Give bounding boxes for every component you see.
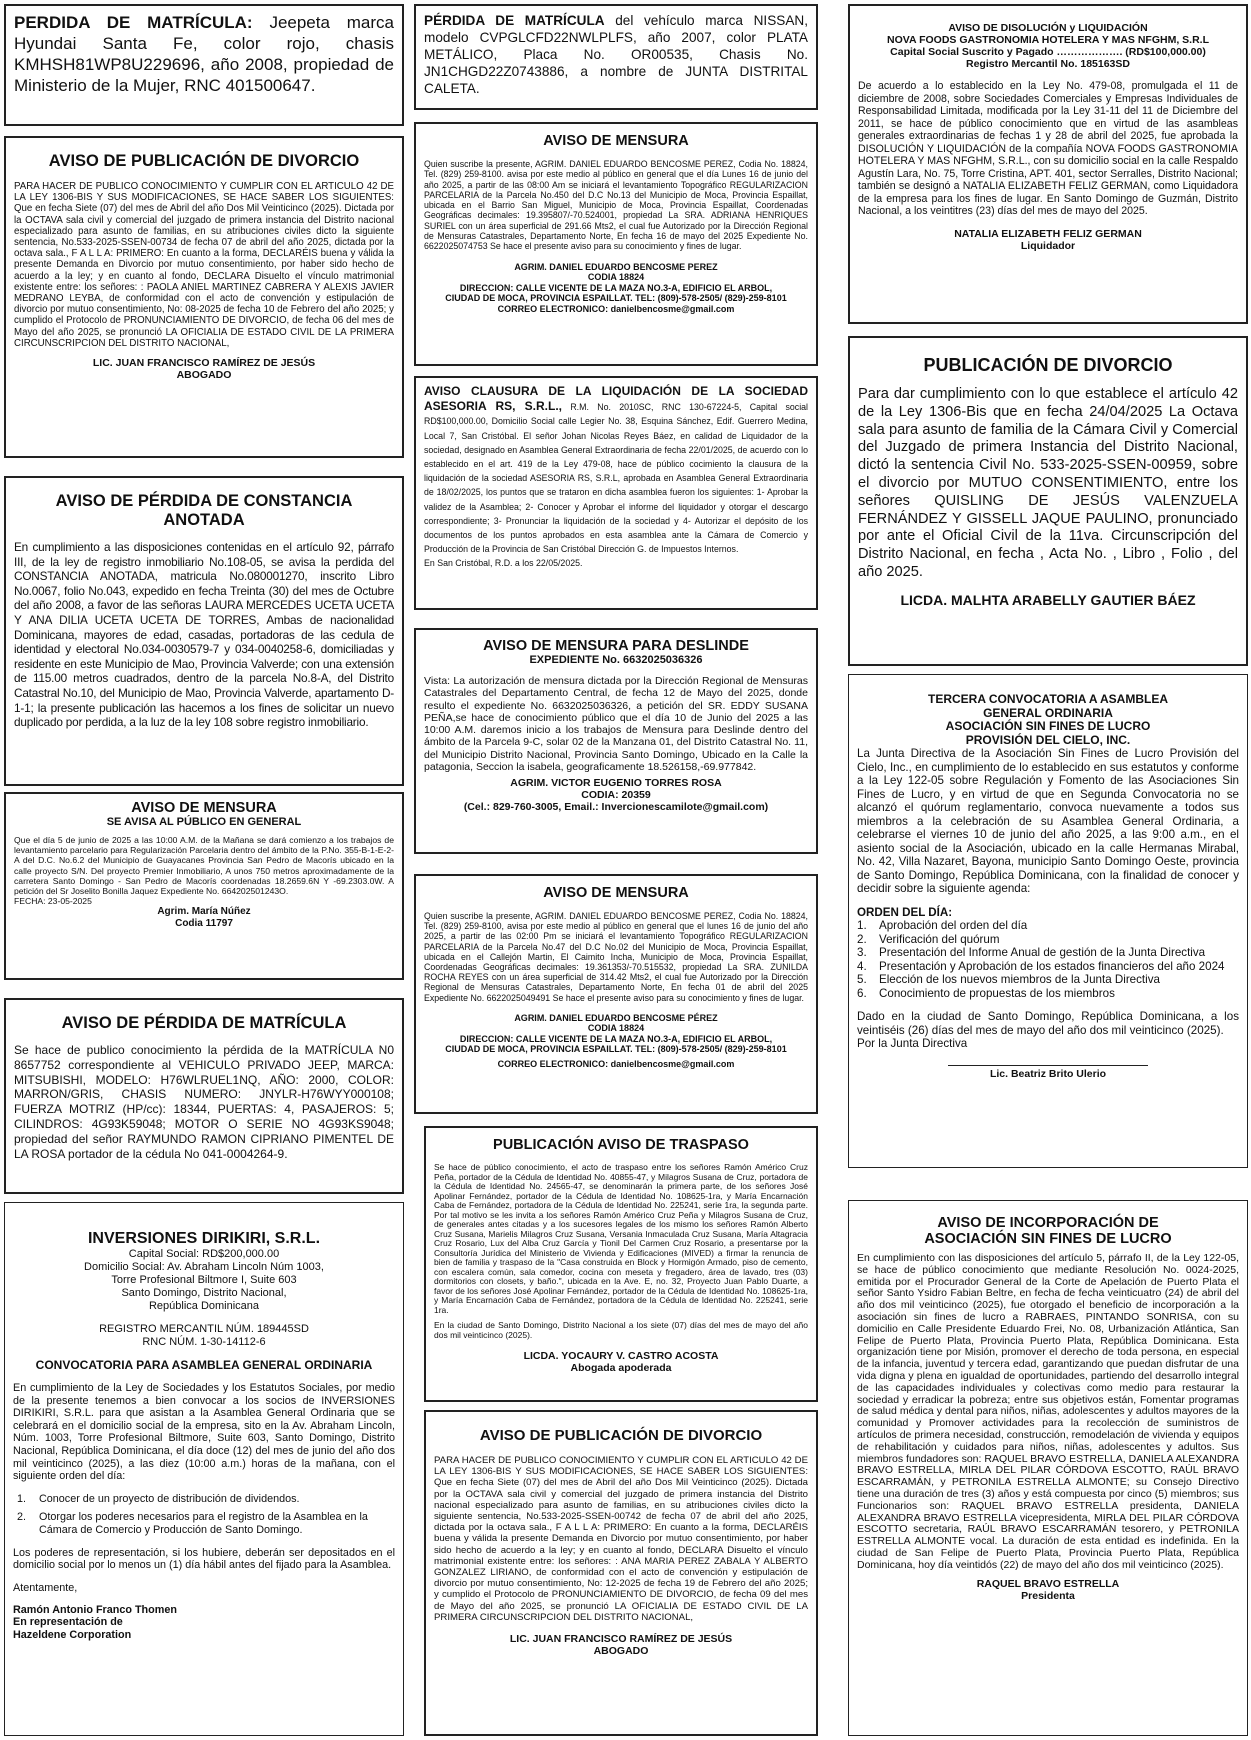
notice-title: AVISO DE MENSURA	[543, 885, 689, 901]
orden-title: ORDEN DEL DÍA:	[857, 905, 953, 919]
notice-email: CORREO ELECTRONICO: danielbencosme@gmail.com	[497, 303, 735, 314]
notice-note: Los poderes de representación, si los hubiere, deberán ser depositados en el domicilio social por lo menos un (1) día hábil antes del fijado para la Asamblea.	[13, 1546, 395, 1572]
notice-signer: AGRIM. DANIEL EDUARDO BENCOSME PÉREZ	[514, 1012, 718, 1023]
notice-address: DIRECCION: CALLE VICENTE DE LA MAZA NO.3-A, EDIFICIO EL ARBOL, CIUDAD DE MOCA, PROVINCIA ESPAILLAT. TEL: (809)-578-2505/ (829)-259-8101	[445, 1033, 787, 1055]
agenda-text: Verificación del quórum	[879, 932, 1000, 946]
company-line: República Dominicana	[148, 1300, 260, 1312]
notice-body: Vista: La autorización de mensura dictada por la Dirección Regional de Mensuras Catastrales del Departamento Central, de fecha 12 de Mayo del 2025, donde resulto el expediente No. 6632025036326, a petición del SR. EDDY SUSANA PEÑA,se hace de conocimiento público que el día 10 de Junio del 2025 a las 10:00 A.M. daremos inicio a los trabajos de Mensura para Deslinde dentro del ámbito de la Parcela 9-C, solar 02 de la Manzana 01, del Distrito Catastral No. 11, del Municipio Distrito Nacional, Provincia Santo Domingo, Ubicado en la Calle la patagonia, Seccion la isabela, geograficamente 18.526158,-69.977842.	[424, 675, 808, 774]
notice-title: AVISO DE PUBLICACIÓN DE DIVORCIO	[48, 152, 360, 170]
agenda-item	[13, 1511, 395, 1536]
notice-title: AVISO DE MENSURA PARA DESLINDE	[483, 638, 749, 654]
notice-title: PROVISIÓN DEL CIELO, INC.	[965, 732, 1131, 747]
notice-asesoria	[414, 376, 818, 610]
notice-body: Que el día 5 de junio de 2025 a las 10:00 A.M. de la Mañana se dará comienzo a los trabajos de levantamiento parcelario para Regularización Parcelaria dentro del ámbito de la P.No. 355-B-1-E-2-A del D.C. No.6.2 del Municipio de Guayacanes Provincia San Pedro de Macorís ubicado en la calle proyecto S/N. Del proyecto Premier Inmobiliario, A unos 750 metros aproximadamente de la carretera Santo Domingo - San Pedro de Macorís coordenadas 18.2659.6N Y -69.2303.0W. A petición del Sr Joselito Bonilla Jaquez Expediente No. 664202501243O.	[14, 835, 394, 897]
notice-body: Quien suscribe la presente, AGRIM. DANIEL EDUARDO BENCOSME PEREZ, Codia No. 18824, Tel. (829) 259-8100, avisa por este medio al público en general que el lunes 16 de junio del año 2025, a partir de las 02:00 Pm se iniciará el levantamiento Topográfico REGULARIZACION PARCELARIA de la Parcela No.47 del D.C No.02 del Municipio de Moca, Provincia Espaillat, ubicada en el Callejón Martin, El Caimito Incha, Municipio de Moca, Provincia Espaillat, Coordenadas Geográficas decimales: 19.361353/-70.515532, propiedad La SRA. ZUNILDA ROCHA REYES con un área superficial de 314.42 Mts2, el cual fue Autorizado por la Dirección Regional de Mensuras Catastrales, Departamento Norte, En fecha 01 de abril del 2025 Expediente No. 6622025049491 Se hace el presente aviso para su conocimiento y fines de lugar.	[424, 911, 808, 1003]
notice-text: Jeepeta marca Hyundai Santa Fe, color rojo, chasis KMHSH81WP8U229696, año 2008, propiedad de Ministerio de la Mujer, RNC 401500647.	[14, 13, 394, 95]
agenda-text: Conocimiento de propuestas de los miembros	[879, 986, 1115, 1000]
notice-title: ASOCIACIÓN SIN FINES DE LUCRO	[924, 1231, 1172, 1247]
notice-title: AVISO DE DISOLUCIÓN y LIQUIDACIÓN	[948, 22, 1148, 34]
notice-perdida-mitsubishi	[4, 998, 404, 1194]
notice-subtitle: EXPEDIENTE No. 6632025036326	[529, 654, 703, 666]
agenda-number: 2.	[17, 1511, 27, 1524]
notice-signer: LIC. JUAN FRANCISCO RAMÍREZ DE JESÚS	[92, 357, 316, 370]
notice-provision	[848, 674, 1248, 1168]
notice-title: GENERAL ORDINARIA	[983, 705, 1113, 720]
notice-nova-foods	[848, 4, 1248, 324]
notice-deslinde	[414, 628, 818, 854]
agenda-number: 4.	[857, 959, 867, 973]
notice-body: PARA HACER DE PUBLICO CONOCIMIENTO Y CUMPLIR CON EL ARTICULO 42 DE LA LEY 1306-BIS Y SUS MODIFICACIONES, SE HACE SABER LOS SIGUIENTES: Que en fecha Siete (07) del mes de Abril del año Dos Mil Veinticinco (2025). Dictada por la OCTAVA sala civil y comercial del juzgado de primera instancia del Distrito nacional especializado para asunto de familias, en su atribuciones civiles dicto la siguiente sentencia, No.533-2025-SSEN-00734 de fecha 07 de abril del año 2025, dictada por la octava sala., F A L L A: PRIMERO: En cuanto a la forma, DECLARÉIS buena y válida la presente Demanda en Divorcio por mutuo consentimiento, por haber sido hecho de acuerdo a la ley; y en cuanto al fondo, DECLARA Disuelto el vínculo matrimonial existente entre: los señores: : PAOLA ANIEL MARTINEZ CABRERA Y ALEXIS JAVIER MEDRANO LEYBA, de conformidad con el acto de convención y estipulación de divorcio por mutuo consentimiento, No: 08-2025 de fecha 10 de Febrero del año 2025; y cumplido el Protocolo de PRONUNCIAMIENTO DE DIVORCIO, de fecha 06 del mes de Mayo del año 2025, se pronunció LA OFICIALIA DE ESTADO CIVIL DE LA PRIMERA CIRCUNSCRIPCION DEL DISTRITO NACIONAL,	[14, 181, 394, 349]
notice-contact: (Cel.: 829-760-3005, Email.: Invercionescamilote@gmail.com)	[463, 801, 769, 814]
company-name: NOVA FOODS GASTRONOMIA HOTELERA Y MAS NFGHM, S.R.L	[886, 34, 1209, 46]
notice-title: PUBLICACIÓN DE DIVORCIO	[923, 355, 1173, 375]
agenda-text: Otorgar los poderes necesarios para el registro de la Asamblea en la Cámara de Comercio y Producción de Santo Domingo.	[39, 1511, 368, 1536]
agenda-item	[857, 946, 1239, 960]
company-registro: Registro Mercantil No. 185163SD	[966, 58, 1130, 70]
notice-rabraes	[848, 1200, 1248, 1736]
notice-signer: Lic. Beatriz Brito Ulerio	[989, 1067, 1107, 1080]
agenda-text: Elección de los nuevos miembros de la Junta Directiva	[879, 973, 1160, 986]
notice-signer: AGRIM. DANIEL EDUARDO BENCOSME PEREZ	[514, 261, 718, 272]
notice-signer: Ramón Antonio Franco Thomen	[13, 1603, 177, 1616]
notice-title: AVISO DE MENSURA	[543, 133, 689, 149]
company-line: Domicilio Social: Av. Abraham Lincoln Núm 1003,	[84, 1261, 324, 1273]
notice-divorcio-3	[424, 1410, 818, 1736]
agenda-number: 6.	[857, 986, 867, 1000]
agenda-text: Conocer de un proyecto de distribución de dividendos.	[39, 1492, 300, 1505]
agenda-number: 3.	[857, 946, 867, 959]
company-line: Capital Social: RD$200,000.00	[128, 1248, 280, 1260]
notice-body	[14, 12, 394, 96]
notice-title: AVISO DE PUBLICACIÓN DE DIVORCIO	[479, 1427, 763, 1444]
company-line: Santo Domingo, Distrito Nacional,	[121, 1287, 287, 1299]
notice-signer: LIC. JUAN FRANCISCO RAMÍREZ DE JESÚS	[509, 1633, 733, 1646]
agenda-number: 2.	[857, 932, 867, 946]
notice-codia: CODIA 18824	[587, 1023, 645, 1034]
notice-title: AVISO DE INCORPORACIÓN DE	[937, 1215, 1159, 1231]
company-registro: REGISTRO MERCANTIL NÚM. 189445SD	[99, 1323, 309, 1335]
notice-closing: Atentamente,	[13, 1581, 78, 1594]
agenda-item	[857, 987, 1239, 1001]
notice-title: AVISO DE PÉRDIDA DE MATRÍCULA	[61, 1014, 347, 1032]
notice-mensura-moca-2	[414, 874, 818, 1114]
notice-closing: Dado en la ciudad de Santo Domingo, República Dominicana, a los veintiséis (26) días del mes de mayo del año dos mil veinticinco (2025).	[857, 1010, 1239, 1037]
company-name: INVERSIONES DIRIKIRI, S.R.L.	[87, 1230, 321, 1247]
notice-footer: En San Cristóbal, R.D. a los 22/05/2025.	[424, 558, 583, 569]
notice-body: PARA HACER DE PUBLICO CONOCIMIENTO Y CUMPLIR CON EL ARTICULO 42 DE LA LEY 1306-BIS Y SUS MODIFICACIONES, SE HACE SABER LOS SIGUIENTES: Que en fecha Siete (07) del mes de Abril del año Dos Mil Veinticinco (2025). Dictada por la OCTAVA sala civil y comercial del juzgado de primera instancia del Distrito nacional especializado para asunto de familias, en su atribuciones civiles dicto la siguiente sentencia, No.533-2025-SSEN-00742 de fecha 07 de abril del año 2025, dictada por la octava sala., F A L L A: PRIMERO: En cuanto a la forma, DECLARÉIS buena y válida la presente Demanda en Divorcio por mutuo consentimiento, por haber sido hecho de acuerdo a la ley; y en cuanto al fondo, DECLARA Disuelto el vínculo matrimonial existente entre: los señores: : ANA MARIA PEREZ ZABALA Y ALBERTO GONZALEZ LIRIANO, de conformidad con el acto de convención y estipulación de divorcio por mutuo consentimiento, No: 12-2025 de fecha 19 de Febrero del año 2025; y cumplido el Protocolo de PRONUNCIAMIENTO DE DIVORCIO, de fecha 09 del mes de Mayo del año 2025, se pronunció LA OFICIALIA DE ESTADO CIVIL DE LA PRIMERA CIRCUNSCRIPCION DEL DISTRITO NACIONAL,	[434, 1455, 808, 1623]
notice-address: DIRECCION: CALLE VICENTE DE LA MAZA NO.3-A, EDIFICIO EL ARBOL, CIUDAD DE MOCA, PROVINCIA ESPAILLAT. TEL: (809)-578-2505/ (829)-259-8101	[445, 282, 787, 304]
agenda-number: 1.	[17, 1492, 27, 1505]
notice-title: PUBLICACIÓN AVISO DE TRASPASO	[493, 1137, 749, 1153]
notice-signer: NATALIA ELIZABETH FELIZ GERMAN	[954, 227, 1142, 240]
notice-title: AVISO DE PÉRDIDA DE CONSTANCIA ANOTADA	[55, 492, 353, 529]
notice-signer-role: Codia 11797	[175, 918, 233, 930]
notice-signer-role: Abogada apoderada	[570, 1362, 672, 1375]
notice-title: TERCERA CONVOCATORIA A ASAMBLEA	[928, 692, 1168, 706]
notice-body: Para dar cumplimiento con lo que establece el artículo 42 de la Ley 1306-Bis que en fecha 24/04/2025 La Octava sala para asunto de familia de la Cámara Civil y Comercial del Juzgado de primera Instancia del Distrito Nacional, dictó la sentencia Civil No. 533-2025-SSEN-00959, sobre el divorcio por MUTUO CONSENTIMIENTO, entre los señores QUISLING DE JESÚS VALENZUELA FERNÁNDEZ Y GISSELL JAQUE PAULINO, pronunciado por ante el Oficial Civil de la 11va. Circunscripción del Distrito Nacional, en fecha , Acta No. , Libro , Folio , del año 2025.	[858, 386, 1238, 580]
agenda-item	[857, 933, 1239, 947]
notice-title: PÉRDIDA DE MATRÍCULA	[424, 13, 605, 28]
notice-dirikiri	[4, 1202, 404, 1736]
notice-codia: CODIA: 20359	[581, 789, 651, 802]
signature-line	[948, 1065, 1148, 1066]
notice-traspaso	[424, 1126, 818, 1402]
notice-body: La Junta Directiva de la Asociación Sin Fines de Lucro Provisión del Cielo, Inc., en cumplimiento de lo establecido en sus estatutos y conforme a la Ley 122-05 sobre Regulación y Fomento de las Asociaciones Sin Fines de Lucro, y en virtud de que en Segunda Convocatoria no se alcanzó el quórum reglamentario, convoca nuevamente a todos sus miembros a la celebración de su Asamblea General Ordinaria, a celebrarse el viernes 10 de junio del año 2025, a las 9:00 a.m., en el asiento social de la Asociación, ubicado en la calle Hermanas Mirabal, No. 42, Villa Nazaret, Bayona, municipio Santo Domingo Oeste, provincia de Santo Domingo, República Dominicana, con la finalidad de conocer y decidir sobre la siguiente agenda:	[857, 747, 1239, 895]
notice-body: Quien suscribe la presente, AGRIM. DANIEL EDUARDO BENCOSME PEREZ, Codia No. 18824, Tel. (829) 259-8100. avisa por este medio al público en general que el día Lunes 16 de junio del año 2025, a partir de las 08:00 Am se iniciará el levantamiento Topográfico REGULARIZACION PARCELARIA de la Parcela No.450 del D.C No.13 del Municipio de Moca, Provincia Espaillat, ubicada en el Barrio San Miguel, Municipio de Moca, Provincia Espaillat, Coordenadas Geográficas decimales: 19.395807/-70.524001, propiedad La SRA. ADRIANA HENRIQUES SURIEL con un área superficial de 291.66 Mts2, el cual fue Autorizado por la Dirección Regional de Mensuras Catastrales, Departamento Norte, En fecha 16 de mayo del 2025 Expediente No. 6622025074753 Se hace el presente aviso para su conocimiento y fines de lugar.	[424, 159, 808, 252]
notice-mensura-guayacanes	[4, 792, 404, 980]
notice-body	[424, 384, 808, 556]
notice-title: ASOCIACIÓN SIN FINES DE LUCRO	[945, 719, 1151, 733]
notice-signer: RAQUEL BRAVO ESTRELLA	[976, 1577, 1120, 1590]
notice-perdida-jeepeta	[4, 4, 404, 126]
agenda-item	[857, 960, 1239, 974]
notice-signer-line: Hazeldene Corporation	[13, 1628, 132, 1641]
notice-closing-2: Por la Junta Directiva	[857, 1037, 968, 1050]
notice-body: En cumplimiento a las disposiciones contenidas en el artículo 92, párrafo III, de la ley de registro inmobiliario No.108-05, se avisa la perdida del CONSTANCIA ANOTADA, matricula No.080001270, inscrito Libro No.0067, folio No.043, expedido en fecha Treinta (30) del mes de Octubre del año 2008, a favor de las señoras LAURA MERCEDES UCETA UCETA Y ANA DILIA UCETA UCETA DE TORRES, Ambas de nacionalidad Dominicana, mayores de edad, casadas, portadoras de las cedula de identidad y electoral No.034-0030579-7 y 034-0040258-6, domiciliadas y residente en este Municipio de Mao, Provincia Valverde; con una extensión de 115.00 metros cuadrados, dentro de la parcela No.8-A, del Distrito Catastral No.10, del Municipio de Mao, Provincia Valverde, apartamento D-1-1; la presente publicación las hacemos a los fines de solicitar un nuevo duplicado por perdida, a la luz de la ley 108 sobre registro inmobiliario.	[14, 540, 394, 730]
notice-footer: En la ciudad de Santo Domingo, Distrito Nacional a los siete (07) días del mes de mayo del año dos mil veinticinco (2025).	[434, 1320, 808, 1340]
notice-signer-line: En representación de	[13, 1616, 123, 1629]
company-rnc: RNC NÚM. 1-30-14112-6	[142, 1336, 266, 1348]
agenda-item	[857, 973, 1239, 987]
notice-body	[424, 12, 808, 97]
notice-body: De acuerdo a lo establecido en la Ley No. 479-08, promulgada el 11 de diciembre de 2008, sobre Sociedades Comerciales y Empresas Individuales de Responsabilidad Limitada, modificada por la Ley 31-11 del 11 de Diciembre del 2011, se hace de público conocimiento que en virtud de las asambleas generales extraordinarias de fechas 1 y 28 de abril del 2025, fue aprobada la DISOLUCIÓN Y LIQUIDACIÓN de la compañía NOVA FOODS GASTRONOMIA HOTELERA Y MAS NFGHM, S.R.L., con su domicilio social en la calle Respaldo Agustín Lara, No. 75, Torre Cristina, APT. 401, sector Serralles, Distrito Nacional; también se designó a NATALIA ELIZABETH FELIZ GERMAN, como Liquidadora de la empresa para los fines de lugar. En Santo Domingo de Guzmán, Distrito Nacional, a los veintitres (23) días del mes de mayo del 2025.	[858, 80, 1238, 217]
agenda-text: Aprobación del orden del día	[879, 919, 1028, 932]
notice-divorcio-2	[848, 336, 1248, 666]
notice-title: PERDIDA DE MATRÍCULA:	[14, 13, 253, 32]
notice-divorcio-1	[4, 136, 404, 458]
notice-signer: LICDA. MALHTA ARABELLY GAUTIER BÁEZ	[900, 591, 1196, 608]
notice-constancia	[4, 476, 404, 786]
notice-text: del vehículo marca NISSAN, modelo CVPGLCFD22NWLPLFS, año 2007, color PLATA METÁLICO, Placa No. OR00535, Chasis No. JN1CHGD22Z0743886, a nombre de JUNTA DISTRITAL CALETA.	[424, 13, 808, 96]
agenda-item	[857, 919, 1239, 933]
notice-signer: Agrim. María Núñez	[157, 906, 251, 918]
notice-subtitle: SE AVISA AL PÚBLICO EN GENERAL	[106, 816, 302, 828]
notice-text: R.M. No. 2010SC, RNC 130-67224-5, Capital social RD$100,000.00, Domicilio Social calle Legier No. 38, Esquina Sánchez, Edif. Guerrero Medina, Local 7, San Cristóbal. El señor Johan Nicolas Reyes Báez, en calidad de Liquidador de la sociedad, designado en Asamblea General Extraordinaria de fecha 22/01/2025, de acuerdo con lo establecido en el art. 419 de la Ley 479-08, hace de público cocimiento la clausura de la liquidación de la sociedad ASESORIA RS, S.R.L, aprobada en Asamblea General Extraordinaria de 18/02/2025, los puntos que se trataron en dicha asamblea fueron los siguientes: 1- Aprobar la validez de la Asamblea; 2- Conocer y Aprobar el informe del liquidador y otorgar el descargo correspondiente; 3- Pronunciar la liquidación de la sociedad y 4- Autorizar el depósito de los documentos de los puntos aprobados en esta asamblea ante la Cámara de Comercio y Producción de la Provincia de San Cristóbal Dirección G. de Impuestos Internos.	[424, 402, 808, 555]
notice-title: AVISO DE MENSURA	[131, 800, 277, 816]
notice-signer-role: Presidenta	[1021, 1589, 1075, 1602]
notice-signer-role: Liquidador	[1020, 239, 1076, 252]
notice-body: En cumplimiento de la Ley de Sociedades y los Estatutos Sociales, por medio de la presente tenemos a bien convocar a los socios de INVERSIONES DIRIKIRI, S.R.L. para que asistan a la Asamblea General Ordinaria que se celebrará en el domicilio social de la empresa, sito en la Av. Abraham Lincoln, Núm. 1003, Torre Profesional Biltmore, Suite 603, Santo Domingo, Distrito Nacional, República Dominicana, el día doce (12) del mes de junio del año dos mil veinticinco (2025), a las diez (10:00 a.m.) horas de la mañana, con el siguiente orden del día:	[13, 1382, 395, 1483]
notice-body: En cumplimiento con las disposiciones del artículo 5, párrafo II, de la Ley 122-05, se hace de público conocimiento que mediante Resolución No. 0024-2025, emitida por el Procurador General de la Corte de Apelación de Puerto Plata el señor Santo Ysidro Fabian Beltre, en fecha de fecha veinticuatro (24) de abril del año dos mil veinticinco (2025), fue otorgado el beneficio de incorporación a la asociación sin fines de lucro a RABRAES, PINTANDO SONRISA, con su domicilio en Calle Presidente Eduardo Frei, No. 08, Urbanización Atlántica, San Felipe de Puerto Plata, Provincia Puerto Plata, República Dominicana. Esta organización tiene por Misión, promover el derecho de toda persona, en especial de la infancia, juventud y tercera edad, garantizando que puedan disfrutar de una vida digna y plena en igualdad de oportunidades, partiendo del desarrollo integral de las capacidades individuales y colectivas como medio para restaurar la sociedad y erradicar la pobreza; entre sus objetivos están, Fomentar programas de salud médica y dental para niños, niñas, adolescentes y adultos mayores de la comunidad y Promover actividades para la recolección de suministros de artículos de primera necesidad, construcción, remodelación de vivienda y equipos de rehabilitación y cuidados para niños, niñas, adolescentes y adultos. Sus miembros fundadores son: RAQUEL BRAVO ESTRELLA, DANIELA ALEXANDRA BRAVO ESTRELLA, MIRLA DEL PILAR CÓRDOVA ESCOTTO, RAÚL BRAVO ESCARRAMÁN, y PETRONILA ESTRELLA ALMONTE; su Consejo Directivo tiene una duración de tres (3) años y está compuesta por cinco (5) miembros; sus Funcionarios son: RAQUEL BRAVO ESTRELLA presidenta, DANIELA ALEXANDRA BRAVO ESTRELLA vicepresidenta, MIRLA DEL PILAR CÓRDOVA ESCOTTO secretaria, RAÚL BRAVO ESCARRAMÁN tesorero, y PETRONILA ESTRELLA ALMONTE vocal. La duración de esta entidad es indefinida. En la ciudad de San Felipe de Puerto Plata, Provincia Puerto Plata, República Dominicana, hoy día veintidós (22) de mayo del año dos mil veinticinco (2025).	[857, 1252, 1239, 1571]
notice-email: CORREO ELECTRONICO: danielbencosme@gmail.com	[497, 1058, 735, 1069]
notice-signer: LICDA. YOCAURY V. CASTRO ACOSTA	[523, 1350, 719, 1363]
notice-date: FECHA: 23-05-2025	[14, 896, 92, 907]
agenda-number: 5.	[857, 973, 867, 986]
agenda-number: 1.	[857, 919, 867, 932]
agenda-text: Presentación y Aprobación de los estados financieros del año 2024	[879, 959, 1225, 973]
notice-mensura-moca-1	[414, 122, 818, 366]
notice-signer-role: ABOGADO	[176, 369, 232, 382]
agenda-item	[13, 1493, 395, 1506]
notice-signer-role: ABOGADO	[593, 1645, 649, 1658]
company-capital: Capital Social Suscrito y Pagado ………………. (RD$100,000.00)	[890, 46, 1206, 58]
notice-body: Se hace de publico conocimiento la pérdida de la MATRÍCULA N0 8657752 correspondiente al VEHICULO PRIVADO JEEP, MARCA: MITSUBISHI, MODELO: H76WLRUEL1NQ, AÑO: 2000, COLOR: MARRON/GRIS, CHASIS NUMERO: JNYLR-H76WYY000108; FUERZA MOTRIZ (HP/cc): 18344, PUERTAS: 4, PASAJEROS: 5; CILINDROS: 4G93K59048; MOTOR O SERIE NO 4G93KS9048; propiedad del señor RAYMUNDO RAMON CIPRIANO PIMENTEL DE LA ROSA portador de la cédula No 041-0004264-9.	[14, 1043, 394, 1161]
company-line: Torre Profesional Biltmore I, Suite 603	[111, 1274, 297, 1286]
notice-title: CONVOCATORIA PARA ASAMBLEA GENERAL ORDINARIA	[35, 1358, 373, 1372]
notice-signer: AGRIM. VICTOR EUGENIO TORRES ROSA	[510, 777, 722, 790]
notice-title: AVISO CLAUSURA DE LA LIQUIDACIÓN DE LA SOCIEDAD ASESORIA RS, S.R.L.,	[424, 384, 808, 414]
agenda-text: Presentación del Informe Anual de gestión de la Junta Directiva	[879, 946, 1206, 959]
notice-codia: CODIA 18824	[587, 272, 645, 283]
notice-perdida-nissan	[414, 4, 818, 110]
notice-body: Se hace de público conocimiento, el acto de traspaso entre los señores Ramón Américo Cruz Peña, portador de la Cédula de Identidad No. 40855-47, y Milagros Susana de Cruz, portadora de la Cédula de Identidad No. 24565-47, se denominarán la primera parte, de los señores José Apolinar Fernández, portador de la Cédula de Identidad No. 108625-1ra, y María Encarnación Caba de Fernández, portadora de la Cédula de Identidad No. 225241, serie 1ra, la segunda parte. Por tal motivo se les invita a los señores Ramón Américo Cruz Peña y Milagros Susana de Cruz, de generales antes citadas y a los sucesores legales de los mismo los señores Ramón Alberto Cruz Susana, Marielis Milagros Cruz Susana, Versania Inmaculada Cruz Susana, María Altagracia Cruz Rosario, Lux del Alba Cruz García y Tionil Del Carmen Cruz Rosario, a presentarse por la Consultoría Jurídica del Ministerio de Vivienda y Edificaciones (MIVED) a firmar la renuncia de bien de familia y traspaso de la "Casa construida en Block y Hormigón Armado, piso de cemento, con escalera común, sala comedor, cocina con meseta y fregadero, área de lavado, tres (03) dormitorios con closets, y baño.", ubicada en la Ave. E, no. 32, Proyecto Juan Pablo Duarte, a favor de los señores José Apolinar Fernández, portador de la Cédula de Identidad No. 108625-1ra, y María Encarnación Caba de Fernández, portadora de la Cédula de Identidad No. 225241, serie 1ra.	[434, 1162, 808, 1315]
